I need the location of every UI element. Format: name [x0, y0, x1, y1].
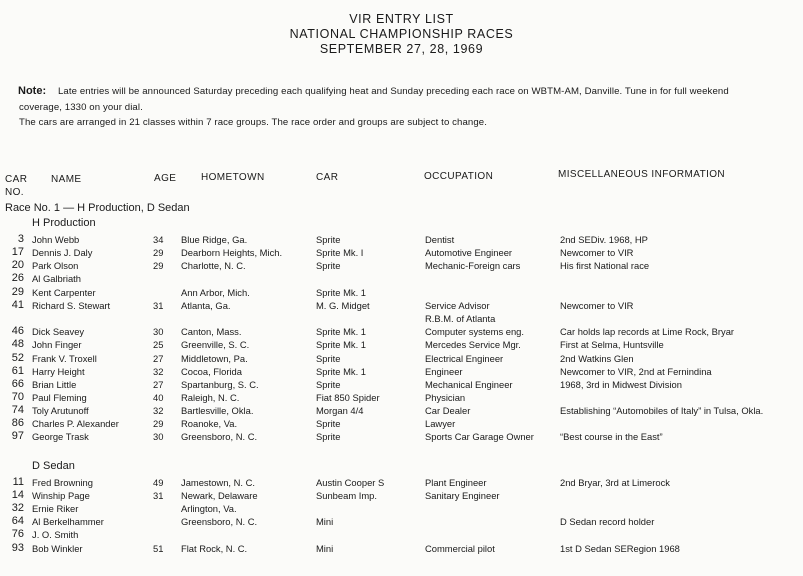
title-line-3: SEPTEMBER 27, 28, 1969 — [319, 42, 484, 56]
cell-occ: Plant Engineer — [425, 477, 487, 488]
cell-name: George Trask — [32, 431, 89, 442]
table-row — [0, 234, 803, 246]
cell-name: John Webb — [32, 234, 80, 245]
cell-no: 41 — [11, 299, 24, 311]
cell-name: Brian Little — [32, 379, 77, 390]
table-row — [0, 431, 803, 443]
cell-home: Bartlesville, Okla. — [181, 405, 254, 416]
cell-no: 74 — [11, 404, 24, 416]
table-row — [0, 300, 803, 312]
cell-no: 61 — [11, 365, 24, 377]
col-occupation: OCCUPATION — [424, 171, 494, 182]
table-row — [0, 418, 803, 430]
cell-misc: His first National race — [560, 260, 650, 271]
table-row — [0, 529, 803, 541]
cell-age: 34 — [153, 234, 164, 245]
cell-occ: Sanitary Engineer — [425, 490, 500, 501]
cell-name: John Finger — [32, 339, 82, 350]
cell-name: Dick Seavey — [32, 326, 85, 337]
cell-no: 97 — [11, 430, 24, 442]
cell-no: 32 — [11, 502, 24, 514]
cell-car: Sprite Mk. 1 — [316, 339, 367, 350]
cell-no: 11 — [12, 476, 24, 488]
cell-age: 32 — [153, 366, 164, 377]
col-car-no: CAR — [5, 174, 28, 185]
table-row — [0, 366, 803, 378]
cell-misc: 1968, 3rd in Midwest Division — [560, 379, 682, 390]
cell-home: Charlotte, N. C. — [181, 260, 246, 271]
cell-home: Greensboro, N. C. — [181, 431, 258, 442]
cell-home: Flat Rock, N. C. — [181, 543, 248, 554]
table-row — [0, 247, 803, 259]
table-row — [0, 287, 803, 299]
cell-home: Ann Arbor, Mich. — [181, 287, 250, 298]
race-title: Race No. 1 — H Production, D Sedan — [5, 202, 190, 214]
cell-occ: Service Advisor — [425, 300, 490, 311]
cell-misc: Newcomer to VIR — [560, 300, 634, 311]
cell-car: Mini — [316, 516, 334, 527]
cell-name: Charles P. Alexander — [32, 418, 119, 429]
cell-age: 29 — [153, 260, 164, 271]
cell-name: Bob Winkler — [32, 543, 83, 554]
cell-occ: Car Dealer — [425, 405, 471, 416]
table-row — [0, 405, 803, 417]
cell-car: Sprite — [316, 260, 341, 271]
cell-home: Roanoke, Va. — [181, 418, 238, 429]
cell-home: Greensboro, N. C. — [181, 516, 258, 527]
cell-no: 26 — [11, 272, 24, 284]
cell-no: 76 — [11, 528, 24, 540]
col-car-no-2: NO. — [5, 187, 24, 198]
cell-occ: Lawyer — [425, 418, 456, 429]
cell-name: Al Galbriath — [32, 273, 81, 284]
cell-car: Sprite Mk. 1 — [316, 366, 367, 377]
table-row — [0, 516, 803, 528]
cell-name: Park Olson — [32, 260, 79, 271]
cell-name: Dennis J. Daly — [32, 247, 93, 258]
table-row — [0, 392, 803, 404]
cell-occ: Engineer — [425, 366, 463, 377]
cell-home: Spartanburg, S. C. — [181, 379, 259, 390]
section-heading-d-sedan: D Sedan — [32, 460, 75, 472]
cell-no: 29 — [11, 286, 24, 298]
cell-car: Sprite Mk. 1 — [316, 287, 367, 298]
cell-no: 3 — [17, 233, 24, 245]
table-row — [0, 353, 803, 365]
cell-occ: Automotive Engineer — [425, 247, 513, 258]
cell-age: 30 — [153, 431, 164, 442]
note-label: Note: — [18, 85, 47, 97]
cell-name: Harry Height — [32, 366, 85, 377]
cell-home: Middletown, Pa. — [181, 353, 248, 364]
cell-misc: D Sedan record holder — [560, 516, 655, 527]
cell-name: Ernie Riker — [32, 503, 79, 514]
title-line-2: NATIONAL CHAMPIONSHIP RACES — [289, 27, 514, 41]
table-row — [0, 543, 803, 555]
cell-name: J. O. Smith — [32, 529, 79, 540]
cell-misc: 2nd SEDiv. 1968, HP — [560, 234, 648, 245]
cell-age: 31 — [153, 300, 164, 311]
cell-car: Sprite — [316, 379, 341, 390]
cell-car: Sunbeam Imp. — [316, 490, 377, 501]
cell-car: Sprite — [316, 234, 341, 245]
cell-no: 86 — [11, 417, 24, 429]
cell-name: Paul Fleming — [32, 392, 87, 403]
cell-name: Toly Arutunoff — [32, 405, 89, 416]
cell-age: 31 — [153, 490, 164, 501]
cell-age: 30 — [153, 326, 164, 337]
cell-age: 49 — [153, 477, 164, 488]
cell-no: 64 — [11, 515, 24, 527]
table-row — [0, 339, 803, 351]
cell-misc: “Best course in the East” — [560, 431, 663, 442]
title-line-1: VIR ENTRY LIST — [349, 12, 454, 26]
cell-no: 52 — [11, 352, 24, 364]
col-misc: MISCELLANEOUS INFORMATION — [558, 169, 726, 180]
cell-car: Sprite Mk. I — [316, 247, 364, 258]
table-row — [0, 490, 803, 502]
table-row — [0, 313, 803, 325]
cell-occ: Physician — [425, 392, 466, 403]
cell-age: 25 — [153, 339, 164, 350]
cell-car: Sprite Mk. 1 — [316, 326, 367, 337]
table-row — [0, 260, 803, 272]
note-line-1: Late entries will be announced Saturday preceding each qualifying heat and Sunday preceding each race on WBTM-AM, Danville. Tune in for full weekend — [58, 86, 729, 97]
cell-home: Dearborn Heights, Mich. — [181, 247, 283, 258]
cell-name: Winship Page — [32, 490, 90, 501]
cell-car: Morgan 4/4 — [316, 405, 364, 416]
cell-name: Kent Carpenter — [32, 287, 96, 298]
cell-age: 51 — [153, 543, 164, 554]
cell-no: 17 — [11, 246, 24, 258]
cell-home: Raleigh, N. C. — [181, 392, 240, 403]
cell-no: 93 — [11, 542, 24, 554]
cell-misc: Establishing “Automobiles of Italy” in Tulsa, Okla. — [560, 405, 764, 416]
cell-home: Blue Ridge, Ga. — [181, 234, 248, 245]
cell-no: 14 — [11, 489, 24, 501]
cell-misc: First at Selma, Huntsville — [560, 339, 664, 350]
cell-car: M. G. Midget — [316, 300, 370, 311]
cell-no: 46 — [11, 325, 24, 337]
cell-no: 20 — [11, 259, 24, 271]
cell-age: 32 — [153, 405, 164, 416]
cell-misc: 2nd Watkins Glen — [560, 353, 634, 364]
cell-home: Atlanta, Ga. — [181, 300, 231, 311]
cell-no: 70 — [11, 391, 24, 403]
cell-age: 29 — [153, 247, 164, 258]
table-row — [0, 503, 803, 515]
cell-name: Fred Browning — [32, 477, 93, 488]
table-row — [0, 273, 803, 285]
note-line-3: The cars are arranged in 21 classes within 7 race groups. The race order and groups are subject to change. — [19, 117, 487, 128]
cell-misc: 1st D Sedan SERegion 1968 — [560, 543, 680, 554]
table-row — [0, 379, 803, 391]
section-heading-h-production: H Production — [32, 217, 96, 229]
cell-name: Frank V. Troxell — [32, 353, 97, 364]
cell-age: 27 — [153, 379, 164, 390]
cell-home: Cocoa, Florida — [181, 366, 242, 377]
cell-misc: Newcomer to VIR — [560, 247, 634, 258]
col-age: AGE — [154, 173, 177, 184]
cell-home: Canton, Mass. — [181, 326, 242, 337]
cell-no: 66 — [11, 378, 24, 390]
cell-age: 29 — [153, 418, 164, 429]
cell-occ: Sports Car Garage Owner — [425, 431, 534, 442]
cell-misc: Car holds lap records at Lime Rock, Bryar — [560, 326, 735, 337]
cell-occ: Electrical Engineer — [425, 353, 504, 364]
cell-occ: Commercial pilot — [425, 543, 495, 554]
note-line-2: coverage, 1330 on your dial. — [19, 102, 143, 113]
cell-car: Fiat 850 Spider — [316, 392, 380, 403]
cell-misc: 2nd Bryar, 3rd at Limerock — [560, 477, 670, 488]
cell-car: Sprite — [316, 418, 341, 429]
col-name: NAME — [51, 174, 82, 185]
cell-car: Sprite — [316, 431, 341, 442]
cell-name: Al Berkelhammer — [32, 516, 104, 527]
cell-misc: Newcomer to VIR, 2nd at Fernindina — [560, 366, 712, 377]
cell-car: Sprite — [316, 353, 341, 364]
cell-car: Mini — [316, 543, 334, 554]
cell-occ: Mechanic-Foreign cars — [425, 260, 521, 271]
cell-home: Newark, Delaware — [181, 490, 258, 501]
cell-car: Austin Cooper S — [316, 477, 385, 488]
cell-name: Richard S. Stewart — [32, 300, 111, 311]
cell-age: 27 — [153, 353, 164, 364]
col-car: CAR — [316, 172, 339, 183]
table-row — [0, 477, 803, 489]
cell-occ: Mechanical Engineer — [425, 379, 513, 390]
cell-occ: Computer systems eng. — [425, 326, 524, 337]
cell-occ: Dentist — [425, 234, 455, 245]
cell-age: 40 — [153, 392, 164, 403]
cell-occ: Mercedes Service Mgr. — [425, 339, 521, 350]
cell-home: Greenville, S. C. — [181, 339, 250, 350]
col-hometown: HOMETOWN — [201, 172, 265, 183]
cell-home: Jamestown, N. C. — [181, 477, 255, 488]
cell-occ: R.B.M. of Atlanta — [425, 313, 496, 324]
cell-no: 48 — [11, 338, 24, 350]
cell-home: Arlington, Va. — [181, 503, 237, 514]
table-row — [0, 326, 803, 338]
